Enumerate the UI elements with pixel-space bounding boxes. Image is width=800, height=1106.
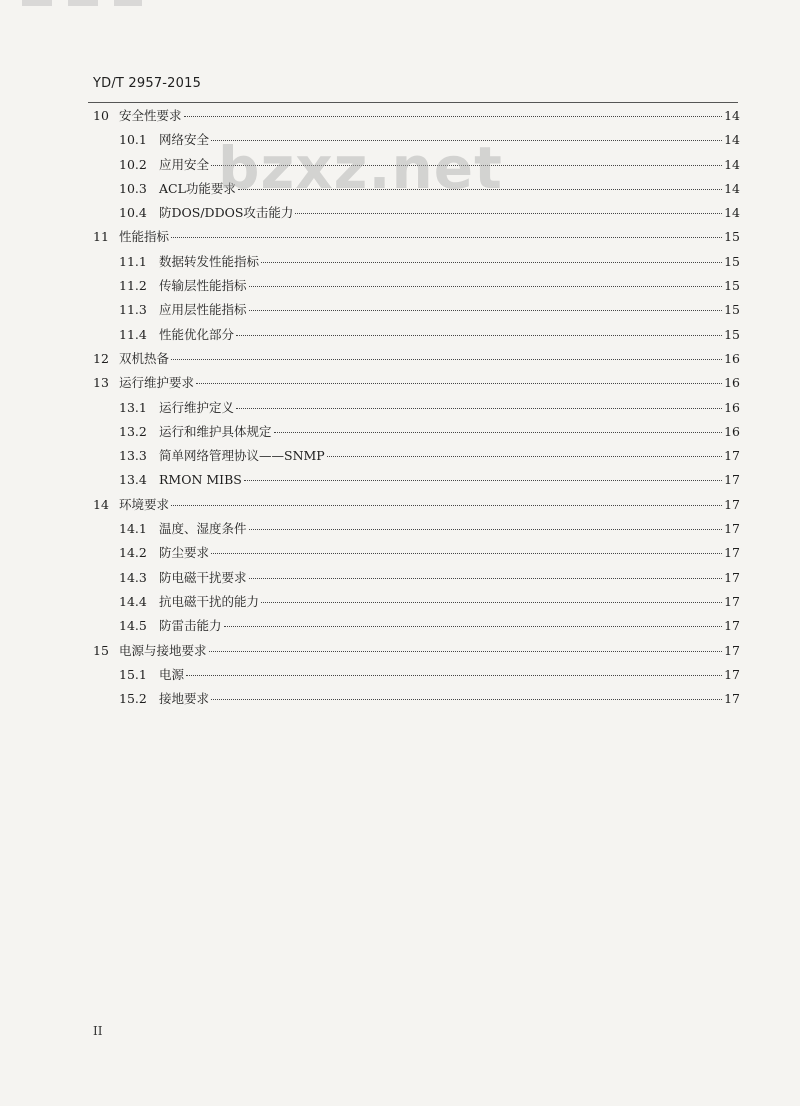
toc-dot-leader <box>211 552 722 554</box>
toc-dot-leader <box>211 698 722 700</box>
toc-entry-title: 网络安全 <box>159 132 210 148</box>
toc-entry[interactable] <box>93 687 740 711</box>
toc-entry-number: 10.4 <box>119 205 147 221</box>
toc-entry-title: 温度、湿度条件 <box>159 521 247 537</box>
toc-entry-number: 13.3 <box>119 448 147 464</box>
toc-entry[interactable] <box>93 298 740 322</box>
toc-entry-number: 13 <box>93 375 109 391</box>
toc-dot-leader <box>196 382 722 384</box>
toc-entry[interactable] <box>93 347 740 371</box>
toc-entry[interactable] <box>93 517 740 541</box>
toc-entry-number: 10.1 <box>119 132 147 148</box>
header-divider <box>88 102 738 103</box>
toc-entry-number: 11 <box>93 229 109 245</box>
toc-dot-leader <box>171 236 722 238</box>
toc-entry-page: 16 <box>724 399 740 415</box>
toc-entry-number: 14.5 <box>119 618 147 634</box>
toc-entry-page: 17 <box>724 472 740 488</box>
toc-entry-page: 15 <box>724 302 740 318</box>
toc-entry-title: 防雷击能力 <box>159 618 222 634</box>
toc-entry-number: 10.3 <box>119 180 147 196</box>
toc-entry-number: 15.2 <box>119 691 147 707</box>
toc-entry-title: 性能优化部分 <box>159 326 235 342</box>
toc-entry-title: 应用层性能指标 <box>159 302 247 318</box>
toc-dot-leader <box>171 504 722 506</box>
toc-entry-page: 16 <box>724 375 740 391</box>
toc-entry-title: 简单网络管理协议——SNMP <box>159 448 325 464</box>
toc-dot-leader <box>244 479 722 481</box>
toc-entry-title: 性能指标 <box>119 229 170 245</box>
toc-dot-leader <box>295 212 722 214</box>
toc-entry-page: 14 <box>724 108 740 123</box>
toc-entry-title: 数据转发性能指标 <box>159 253 260 269</box>
toc-entry[interactable] <box>93 639 740 663</box>
toc-entry-title: 应用安全 <box>159 156 210 172</box>
toc-entry-title: ACL功能要求 <box>159 180 236 196</box>
toc-dot-leader <box>327 455 722 457</box>
toc-dot-leader <box>236 334 722 336</box>
toc-entry[interactable] <box>93 104 740 128</box>
toc-entry-page: 16 <box>724 350 740 366</box>
toc-entry[interactable] <box>93 420 740 444</box>
toc-entry-page: 14 <box>724 156 740 172</box>
toc-entry-page: 17 <box>724 593 740 609</box>
toc-entry-number: 10.2 <box>119 156 147 172</box>
toc-entry[interactable] <box>93 371 740 395</box>
toc-entry[interactable] <box>93 201 740 225</box>
toc-entry-title: 防尘要求 <box>159 545 210 561</box>
toc-entry-title: 运行和维护具体规定 <box>159 423 272 439</box>
toc-entry-number: 12 <box>93 350 109 366</box>
toc-dot-leader <box>249 528 723 530</box>
toc-entry-number: 11.3 <box>119 302 147 318</box>
toc-dot-leader <box>236 407 722 409</box>
toc-entry-page: 17 <box>724 521 740 537</box>
toc-entry-page: 14 <box>724 180 740 196</box>
toc-entry-page: 15 <box>724 253 740 269</box>
toc-entry-number: 11.1 <box>119 253 147 269</box>
toc-dot-leader <box>261 261 722 263</box>
toc-dot-leader <box>184 115 723 117</box>
toc-dot-leader <box>171 358 722 360</box>
toc-entry-number: 11.4 <box>119 326 147 342</box>
document-code: YD/T 2957-2015 <box>93 76 202 91</box>
toc-entry-page: 14 <box>724 132 740 148</box>
toc-entry-page: 17 <box>724 545 740 561</box>
toc-entry-title: 双机热备 <box>119 350 170 366</box>
scan-artifact <box>22 0 142 6</box>
toc-entry-title: 运行维护定义 <box>159 399 235 415</box>
toc-entry-number: 15.1 <box>119 666 147 682</box>
page-number: II <box>93 1024 103 1038</box>
toc-entry-title: 传输层性能指标 <box>159 278 247 294</box>
toc-entry-page: 17 <box>724 691 740 707</box>
toc-entry-number: 15 <box>93 642 109 658</box>
toc-entry[interactable] <box>93 566 740 590</box>
toc-entry-title: 运行维护要求 <box>119 375 195 391</box>
toc-entry-number: 13.2 <box>119 423 147 439</box>
toc-entry-page: 17 <box>724 569 740 585</box>
toc-entry-title: 环境要求 <box>119 496 170 512</box>
toc-entry-title: 接地要求 <box>159 691 210 707</box>
toc-entry[interactable] <box>93 225 740 249</box>
toc-entry-number: 13.1 <box>119 399 147 415</box>
toc-entry[interactable] <box>93 274 740 298</box>
toc-entry-page: 17 <box>724 448 740 464</box>
toc-entry-page: 17 <box>724 496 740 512</box>
toc-entry-title: 防DOS/DDOS攻击能力 <box>159 205 294 221</box>
watermark: bzxz.net <box>218 134 503 202</box>
toc-entry-page: 15 <box>724 326 740 342</box>
toc-dot-leader <box>224 625 723 627</box>
toc-entry-page: 17 <box>724 666 740 682</box>
toc-entry-number: 11.2 <box>119 278 147 294</box>
toc-entry-number: 14.2 <box>119 545 147 561</box>
toc-entry[interactable] <box>93 323 740 347</box>
toc-entry-page: 16 <box>724 423 740 439</box>
toc-entry-page: 14 <box>724 205 740 221</box>
toc-entry-title: 电源 <box>159 666 185 682</box>
toc-dot-leader <box>186 674 722 676</box>
toc-dot-leader <box>274 431 723 433</box>
toc-entry[interactable] <box>93 250 740 274</box>
toc-entry-title: 防电磁干扰要求 <box>159 569 247 585</box>
toc-dot-leader <box>261 601 722 603</box>
toc-entry-number: 14.1 <box>119 521 147 537</box>
toc-entry[interactable] <box>93 541 740 565</box>
toc-entry-page: 17 <box>724 642 740 658</box>
toc-entry[interactable] <box>93 614 740 638</box>
toc-entry-page: 15 <box>724 229 740 245</box>
toc-entry-title: RMON MIBS <box>159 472 242 488</box>
toc-entry-page: 17 <box>724 618 740 634</box>
toc-entry-number: 14.3 <box>119 569 147 585</box>
toc-entry[interactable] <box>93 493 740 517</box>
toc-entry[interactable] <box>93 444 740 468</box>
toc-entry-title: 抗电磁干扰的能力 <box>159 593 260 609</box>
toc-entry[interactable] <box>93 663 740 687</box>
toc-entry[interactable] <box>93 468 740 492</box>
toc-entry-number: 14.4 <box>119 593 147 609</box>
toc-entry-page: 15 <box>724 278 740 294</box>
toc-dot-leader <box>249 309 723 311</box>
toc-entry[interactable] <box>93 396 740 420</box>
toc-entry-title: 电源与接地要求 <box>119 642 207 658</box>
toc-dot-leader <box>209 650 723 652</box>
toc-entry-title: 安全性要求 <box>119 108 182 123</box>
toc-entry[interactable] <box>93 590 740 614</box>
toc-entry-number: 10 <box>93 108 109 123</box>
toc-dot-leader <box>249 577 723 579</box>
toc-dot-leader <box>249 285 723 287</box>
toc-entry-number: 14 <box>93 496 109 512</box>
toc-entry-number: 13.4 <box>119 472 147 488</box>
